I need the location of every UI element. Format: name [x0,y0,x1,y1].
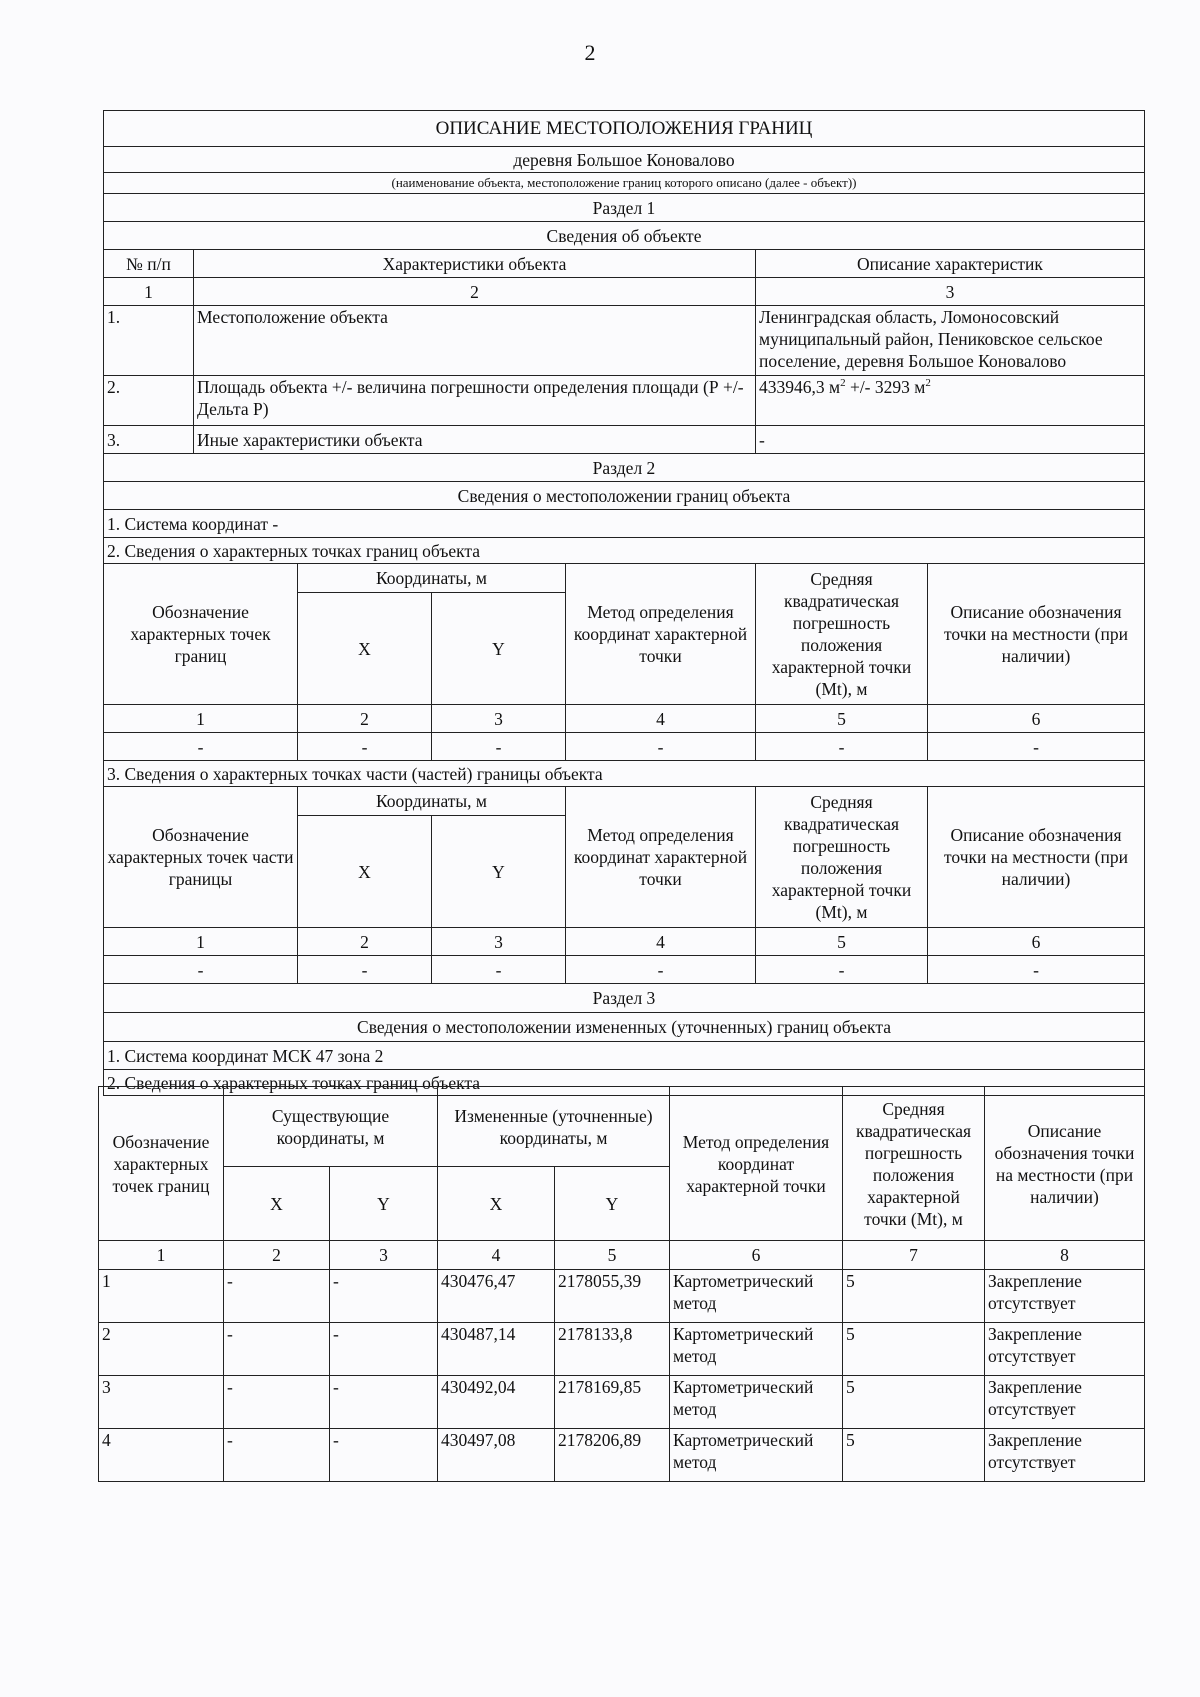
table-row [99,1323,1145,1376]
empty-cell: - [298,956,432,984]
mt-error: 5 [843,1376,985,1429]
header-location-description: Описание обозначения точки на местности (при наличии) [985,1087,1145,1241]
section2-points-title: 2. Сведения о характерных точках границ объекта [104,538,1145,564]
col-number: 4 [438,1241,555,1270]
header-location-description: Описание обозначения точки на местности (при наличии) [928,564,1145,705]
header-designation: Обозначение характерных точек границ [99,1087,224,1241]
empty-cell: - [432,956,566,984]
header-existing-y: Y [330,1167,438,1241]
mt-error: 5 [843,1270,985,1323]
section2-subtitle: Сведения о местоположении границ объекта [104,482,1145,510]
col-number: 5 [555,1241,670,1270]
empty-cell: - [566,733,756,761]
table-row [99,1270,1145,1323]
method: Картометрический метод [670,1376,843,1429]
changed-x: 430492,04 [438,1376,555,1429]
point-id: 4 [99,1429,224,1482]
col-number: 2 [298,928,432,956]
col-number: 1 [104,278,194,306]
section1-title: Раздел 1 [104,194,1145,222]
existing-y: - [330,1270,438,1323]
section3-subtitle: Сведения о местоположении измененных (уточненных) границ объекта [104,1013,1145,1042]
col-number: 3 [432,928,566,956]
row-characteristic: Иные характеристики объекта [194,426,756,454]
header-changed-coords: Измененные (уточненные) координаты, м [438,1087,670,1167]
empty-cell: - [566,956,756,984]
existing-x: - [224,1270,330,1323]
existing-x: - [224,1376,330,1429]
section3-points-title: 2. Сведения о характерных точках границ объекта [104,1070,1145,1096]
col-number: 7 [843,1241,985,1270]
row-num: 2. [104,376,194,426]
existing-y: - [330,1376,438,1429]
header-description: Описание характеристик [756,250,1145,278]
empty-cell: - [298,733,432,761]
col-number: 4 [566,928,756,956]
method: Картометрический метод [670,1323,843,1376]
col-number: 3 [330,1241,438,1270]
col-number: 5 [756,928,928,956]
header-changed-x: X [438,1167,555,1241]
header-method: Метод определения координат характерной точки [566,564,756,705]
col-number: 3 [756,278,1145,306]
changed-x: 430476,47 [438,1270,555,1323]
point-id: 2 [99,1323,224,1376]
changed-x: 430487,14 [438,1323,555,1376]
header-num: № п/п [104,250,194,278]
location-description: Закрепление отсутствует [985,1323,1145,1376]
row-num: 1. [104,306,194,376]
section3-title: Раздел 3 [104,984,1145,1013]
page-number: 2 [584,40,596,65]
existing-y: - [330,1323,438,1376]
header-y: Y [432,593,566,705]
col-number: 4 [566,705,756,733]
changed-y: 2178206,89 [555,1429,670,1482]
existing-x: - [224,1429,330,1482]
row-value: - [756,426,1145,454]
col-number: 6 [928,705,1145,733]
sections-1-2-table [103,110,1145,1096]
object-name: деревня Большое Коноваловo [104,147,1145,173]
header-existing-coords: Существующие координаты, м [224,1087,438,1167]
col-number: 1 [99,1241,224,1270]
col-number: 6 [928,928,1145,956]
empty-cell: - [104,956,298,984]
header-x: X [298,816,432,928]
object-note: (наименование объекта, местоположение границ которого описано (далее - объект)) [104,173,1145,194]
header-location-description: Описание обозначения точки на местности (при наличии) [928,787,1145,928]
location-description: Закрепление отсутствует [985,1376,1145,1429]
header-coords: Координаты, м [298,564,566,593]
header-designation-part: Обозначение характерных точек части границы [104,787,298,928]
method: Картометрический метод [670,1429,843,1482]
col-number: 8 [985,1241,1145,1270]
changed-y: 2178055,39 [555,1270,670,1323]
tolerance-unit-exponent: 2 [925,377,931,390]
method: Картометрический метод [670,1270,843,1323]
col-number: 3 [432,705,566,733]
section3-coord-system: 1. Система координат МСК 47 зона 2 [104,1042,1145,1070]
header-changed-y: Y [555,1167,670,1241]
header-designation: Обозначение характерных точек границ [104,564,298,705]
table-row [99,1376,1145,1429]
section2-coord-system: 1. Система координат - [104,510,1145,538]
col-number: 1 [104,705,298,733]
empty-cell: - [756,956,928,984]
empty-cell: - [928,956,1145,984]
mt-error: 5 [843,1323,985,1376]
point-id: 1 [99,1270,224,1323]
row-value: Ленинградская область, Ломоносовский муниципальный район, Пениковское сельское поселение, деревня Большое Коновалово [756,306,1145,376]
col-number: 5 [756,705,928,733]
area-unit-exponent: 2 [840,377,846,390]
col-number: 2 [224,1241,330,1270]
row-value [756,376,1145,426]
area-value: 433946,3 м [759,377,841,397]
empty-cell: - [756,733,928,761]
location-description: Закрепление отсутствует [985,1270,1145,1323]
section3-points-table [98,1086,1145,1482]
changed-y: 2178133,8 [555,1323,670,1376]
point-id: 3 [99,1376,224,1429]
header-x: X [298,593,432,705]
existing-y: - [330,1429,438,1482]
section2-parts-title: 3. Сведения о характерных точках части (частей) границы объекта [104,761,1145,787]
header-characteristics: Характеристики объекта [194,250,756,278]
empty-cell: - [928,733,1145,761]
section2-title: Раздел 2 [104,454,1145,482]
col-number: 2 [194,278,756,306]
document-title: ОПИСАНИЕ МЕСТОПОЛОЖЕНИЯ ГРАНИЦ [104,111,1145,147]
area-tolerance: +/- 3293 м [845,377,926,397]
col-number: 1 [104,928,298,956]
section1-subtitle: Сведения об объекте [104,222,1145,250]
header-error: Средняя квадратическая погрешность положения характерной точки (Mt), м [756,564,928,705]
header-method: Метод определения координат характерной точки [670,1087,843,1241]
mt-error: 5 [843,1429,985,1482]
col-number: 2 [298,705,432,733]
header-method: Метод определения координат характерной точки [566,787,756,928]
header-y: Y [432,816,566,928]
empty-cell: - [104,733,298,761]
table-row [99,1429,1145,1482]
changed-y: 2178169,85 [555,1376,670,1429]
header-error: Средняя квадратическая погрешность положения характерной точки (Mt), м [756,787,928,928]
empty-cell: - [432,733,566,761]
row-characteristic: Площадь объекта +/- величина погрешности определения площади (Р +/- Дельта Р) [194,376,756,426]
header-coords: Координаты, м [298,787,566,816]
header-existing-x: X [224,1167,330,1241]
row-num: 3. [104,426,194,454]
existing-x: - [224,1323,330,1376]
location-description: Закрепление отсутствует [985,1429,1145,1482]
changed-x: 430497,08 [438,1429,555,1482]
row-characteristic: Местоположение объекта [194,306,756,376]
col-number: 6 [670,1241,843,1270]
header-error: Средняя квадратическая погрешность положения характерной точки (Mt), м [843,1087,985,1241]
